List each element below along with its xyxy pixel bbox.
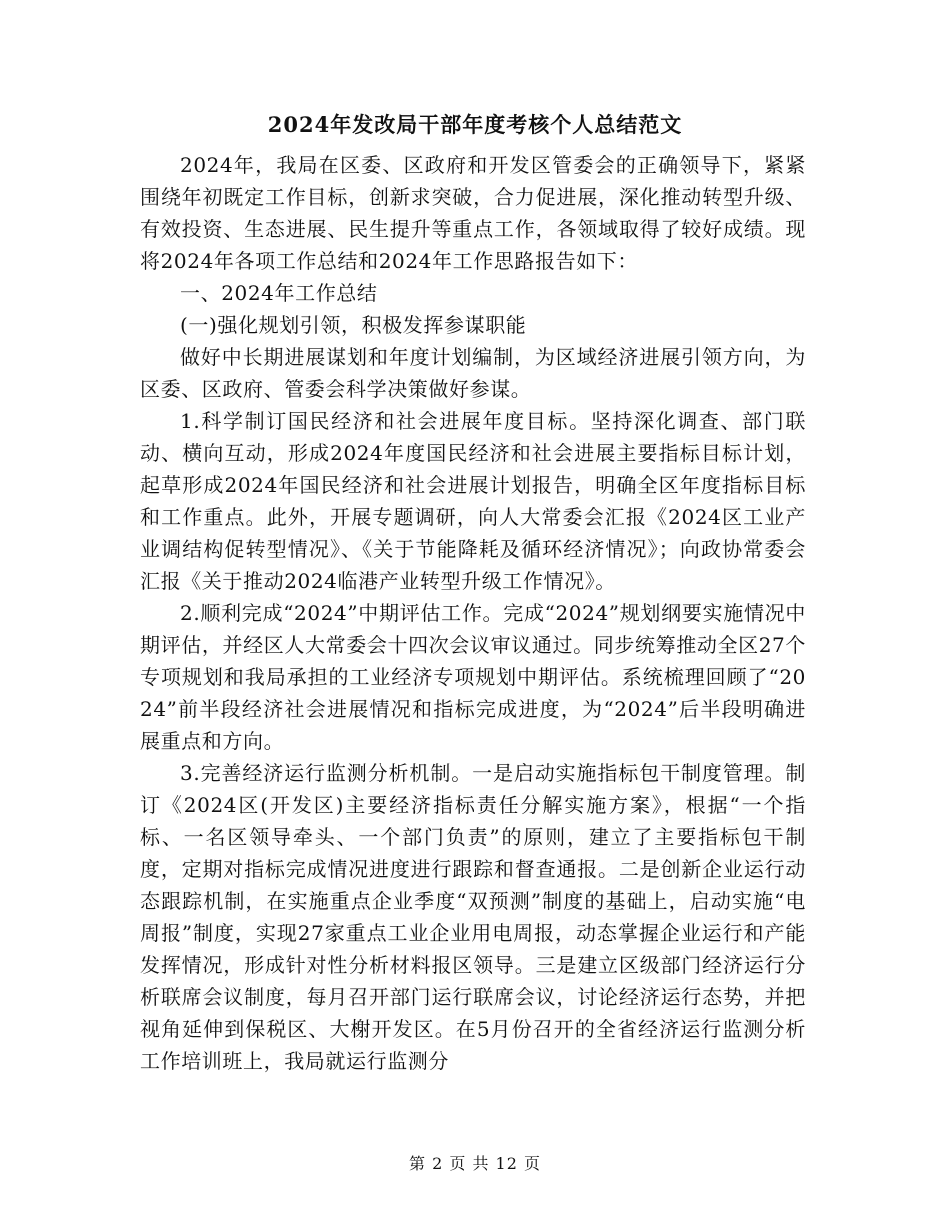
page-number-footer: 第 2 页 共 12 页	[409, 1154, 541, 1173]
body-paragraph: 2.顺利完成“2024”中期评估工作。完成“2024”规划纲要实施情况中期评估，并经区人大常委会十四次会议审议通过。同步统筹推动全区27个专项规划和我局承担的工业经济专项规划中期评估。系统梳理回顾了“2024”前半段经济社会进展情况和指标完成进度，为“2024”后半段明确进展重点和方向。	[140, 601, 806, 753]
body-paragraph: 3.完善经济运行监测分析机制。一是启动实施指标包干制度管理。制订《2024区(开发区)主要经济指标责任分解实施方案》，根据“一个指标、一名区领导牵头、一个部门负责”的原则，建立了主要指标包干制度，定期对指标完成情况进度进行跟踪和督查通报。二是创新企业运行动态跟踪机制，在实施重点企业季度“双预测”制度的基础上，启动实施“电周报”制度，实现27家重点工业企业用电周报，动态掌握企业运行和产能发挥情况，形成针对性分析材料报区领导。三是建立区级部门经济运行分析联席会议制度，每月召开部门运行联席会议，讨论经济运行态势，并把视角延伸到保税区、大榭开发区。在5月份召开的全省经济运行监测分析工作培训班上，我局就运行监测分	[140, 761, 806, 1073]
body-paragraph: 做好中长期进展谋划和年度计划编制，为区域经济进展引领方向，为区委、区政府、管委会科学决策做好参谋。	[140, 345, 806, 401]
subsection-heading: (一)强化规划引领，积极发挥参谋职能	[180, 313, 527, 337]
intro-paragraph: 2024年，我局在区委、区政府和开发区管委会的正确领导下，紧紧围绕年初既定工作目标，创新求突破，合力促进展，深化推动转型升级、有效投资、生态进展、民生提升等重点工作，各领域取得了较好成绩。现将2024年各项工作总结和2024年工作思路报告如下：	[140, 153, 806, 273]
section-heading: 一、2024年工作总结	[180, 281, 378, 305]
document-title: 2024年发改局干部年度考核个人总结范文	[267, 112, 683, 137]
document-body	[140, 149, 806, 1077]
body-paragraph: 1.科学制订国民经济和社会进展年度目标。坚持深化调查、部门联动、横向互动，形成2024年度国民经济和社会进展主要指标目标计划，起草形成2024年国民经济和社会进展计划报告，明确全区年度指标目标和工作重点。此外，开展专题调研，向人大常委会汇报《2024区工业产业调结构促转型情况》、《关于节能降耗及循环经济情况》；向政协常委会汇报《关于推动2024临港产业转型升级工作情况》。	[140, 409, 806, 593]
